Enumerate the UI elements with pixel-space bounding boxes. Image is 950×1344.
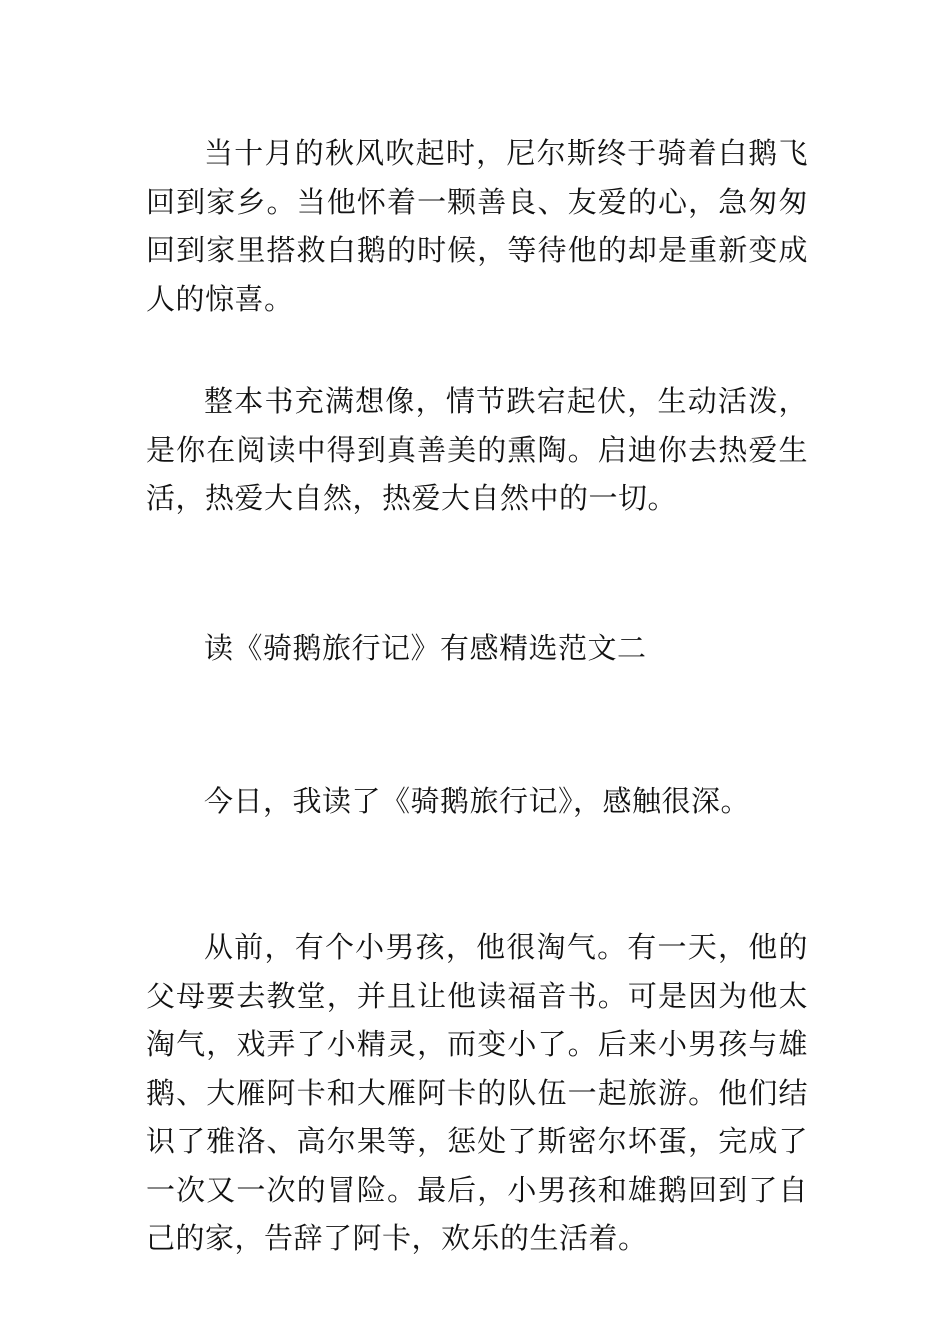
paragraph-story-summary: 从前，有个小男孩，他很淘气。有一天，他的父母要去教堂，并且让他读福音书。可是因为他太淘气，戏弄了小精灵，而变小了。后来小男孩与雄鹅、大雁阿卡和大雁阿卡的队伍一起旅游。他们结识了雅洛、高尔果等，惩处了斯密尔坏蛋，完成了一次又一次的冒险。最后，小男孩和雄鹅回到了自己的家，告辞了阿卡，欢乐的生活着。 [146, 930, 808, 1255]
paragraph-book-review: 整本书充满想像，情节跌宕起伏，生动活泼，是你在阅读中得到真善美的熏陶。启迪你去热爱生活，热爱大自然，热爱大自然中的一切。 [146, 384, 808, 515]
paragraph-intro: 今日，我读了《骑鹅旅行记》，感触很深。 [204, 784, 751, 818]
paragraph-autumn-return: 当十月的秋风吹起时，尼尔斯终于骑着白鹅飞回到家乡。当他怀着一颗善良、友爱的心，急匆匆回到家里搭救白鹅的时候，等待他的却是重新变成人的惊喜。 [146, 136, 808, 316]
section-heading: 读《骑鹅旅行记》有感精选范文二 [204, 631, 647, 665]
